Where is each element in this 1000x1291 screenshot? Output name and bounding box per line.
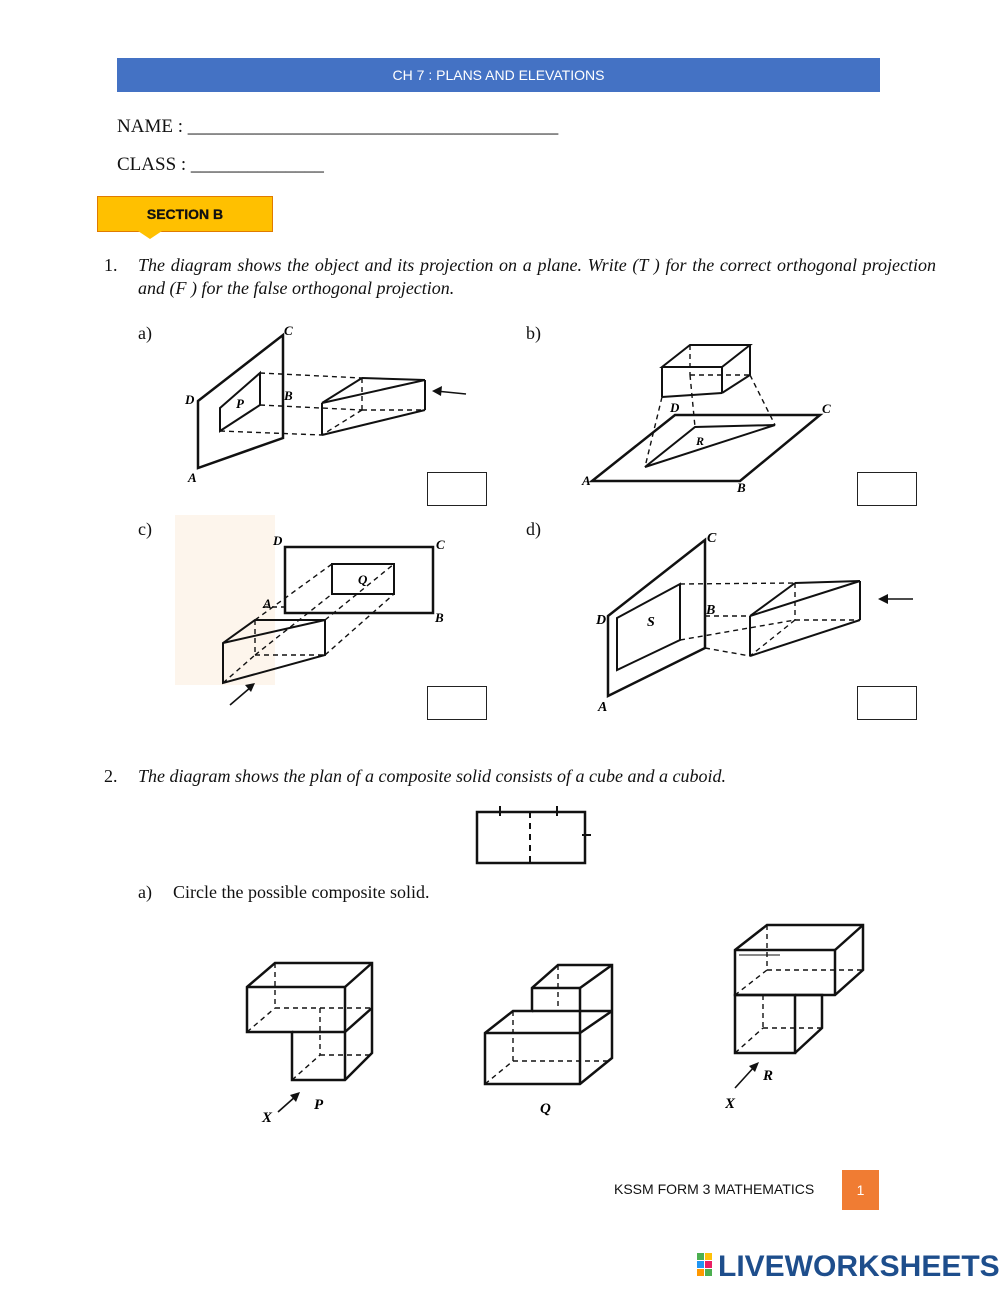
vertex-c: C — [284, 323, 293, 338]
solid-p[interactable] — [240, 955, 390, 1130]
vertex-b: B — [435, 610, 444, 625]
solid-q[interactable] — [480, 958, 620, 1118]
face-p: P — [236, 396, 244, 411]
face-q: Q — [358, 572, 368, 587]
section-tag — [97, 196, 273, 232]
vertex-a: A — [263, 596, 272, 611]
diagram-c — [175, 515, 475, 715]
face-r: R — [696, 434, 705, 448]
label-q: Q — [540, 1101, 551, 1117]
header-title: CH 7 : PLANS AND ELEVATIONS — [392, 67, 605, 83]
class-field[interactable]: CLASS : ______________ — [117, 154, 324, 175]
vertex-d: D — [596, 613, 607, 628]
section-label: SECTION B — [146, 206, 224, 222]
brand-name[interactable]: LIVEWORKSHEETS — [718, 1250, 1000, 1283]
vertex-c: C — [436, 537, 445, 552]
q2-text: The diagram shows the plan of a composite solid consists of a cube and a cuboid. — [138, 766, 726, 786]
vertex-a: A — [598, 700, 608, 715]
page-number — [842, 1170, 879, 1210]
q1c-label: c) — [138, 519, 152, 539]
vertex-c: C — [822, 401, 831, 416]
q1a-label: a) — [138, 323, 152, 343]
face-s: S — [647, 615, 655, 630]
name-field[interactable]: NAME : _______________________________________ — [117, 116, 559, 137]
page-header — [117, 58, 880, 92]
label-r: R — [763, 1068, 774, 1084]
q2a-text: Circle the possible composite solid. — [173, 882, 430, 902]
label-x: X — [725, 1096, 736, 1112]
diagram-a — [180, 318, 480, 493]
q2a-label: a) — [138, 882, 152, 902]
diagram-b — [580, 335, 855, 495]
solid-r[interactable] — [725, 918, 875, 1118]
q1d-label: d) — [526, 519, 541, 539]
vertex-d: D — [670, 400, 680, 415]
q2-number: 2. — [104, 766, 118, 786]
answer-box-a[interactable] — [427, 472, 487, 506]
vertex-d: D — [273, 533, 283, 548]
arrow-c — [230, 687, 251, 705]
vertex-c: C — [707, 531, 717, 546]
page-number-value: 1 — [856, 1182, 865, 1198]
answer-box-d[interactable] — [857, 686, 917, 720]
q1-number: 1. — [104, 255, 118, 275]
vertex-a: A — [582, 473, 591, 488]
answer-box-b[interactable] — [857, 472, 917, 506]
plane-d — [608, 540, 705, 696]
vertex-b: B — [284, 388, 293, 403]
answer-box-c[interactable] — [427, 686, 487, 720]
label-p: P — [314, 1097, 324, 1113]
q1b-label: b) — [526, 323, 541, 343]
vertex-b: B — [737, 480, 746, 495]
q1-text: The diagram shows the object and its projection on a plane. Write (T ) for the correct orthogonal projection and (F ) for the false orthogonal projection. — [138, 255, 936, 298]
plan-view — [470, 800, 595, 870]
label-x: X — [262, 1110, 273, 1126]
footer-text: KSSM FORM 3 MATHEMATICS — [614, 1181, 815, 1197]
vertex-b: B — [706, 603, 716, 618]
vertex-a: A — [188, 470, 197, 485]
vertex-d: D — [185, 392, 195, 407]
